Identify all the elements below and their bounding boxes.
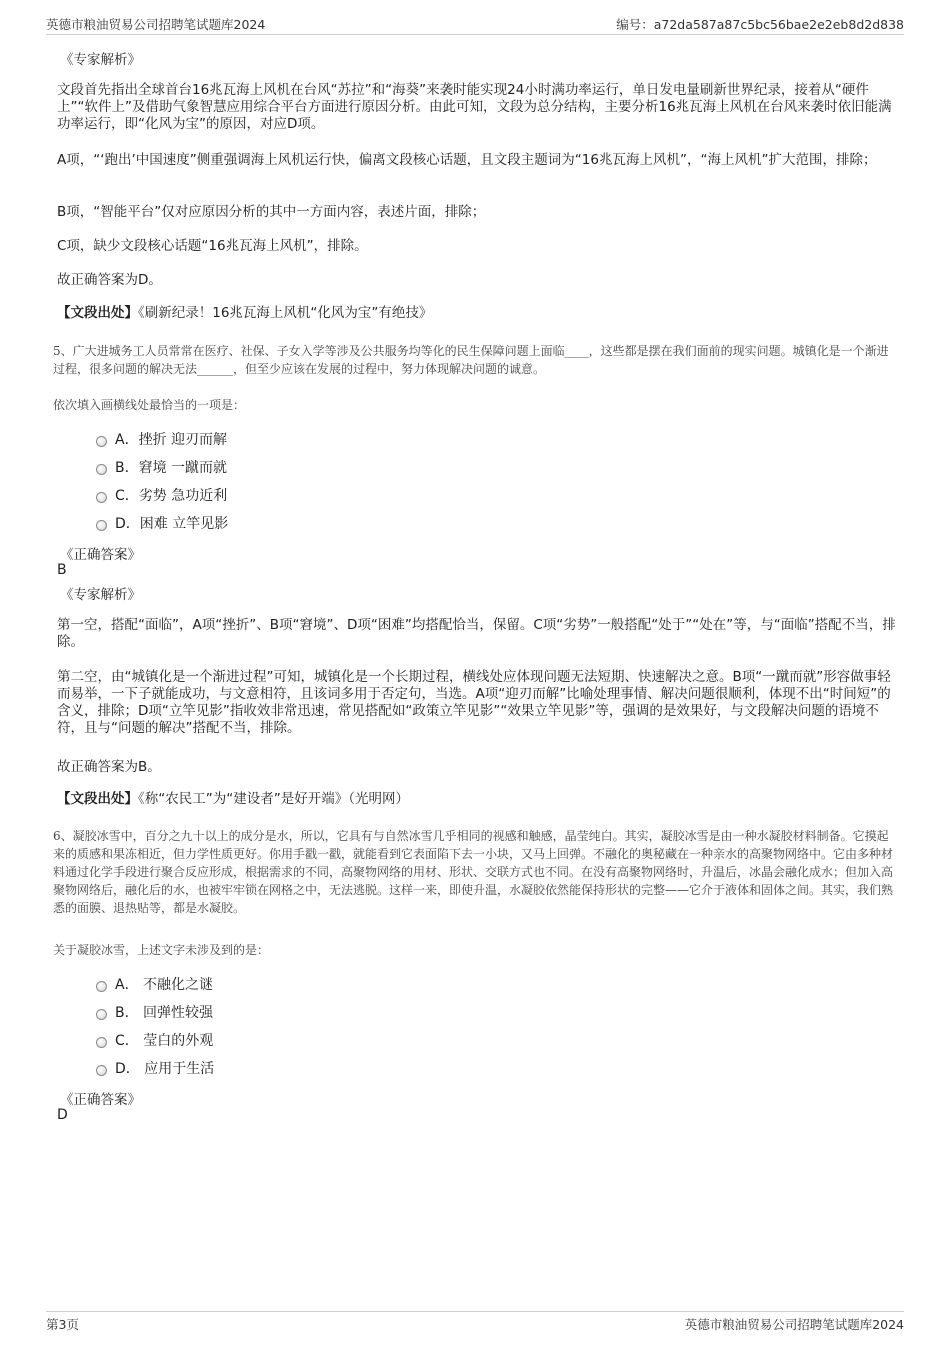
q5-analysis-para1: 第一空，搭配“面临”，A项“挫折”、B项“窘境”、D项“困难”均搭配恰当，保留。C项“劣势”一般搭配“处于”“处在”等，与“面临”搭配不当，排除。 <box>57 617 896 650</box>
q6-option-a[interactable] <box>96 974 213 994</box>
q6-answer: D <box>57 1107 68 1123</box>
q5-analysis-conclusion: 故正确答案为B。 <box>57 759 161 775</box>
radio-icon[interactable] <box>96 1065 107 1076</box>
q5-analysis-label: 《专家解析》 <box>60 587 141 603</box>
page-header <box>46 12 904 35</box>
page-footer <box>46 1311 904 1334</box>
radio-icon[interactable] <box>96 1009 107 1020</box>
q5-option-b[interactable] <box>96 457 227 477</box>
q6-stem: 6、凝胶冰雪中，百分之九十以上的成分是水，所以，它具有与自然冰雪几乎相同的视感和触感，晶莹纯白。其实，凝胶冰雪是由一种水凝胶材料制备。它摸起来的质感和果冻相近，但力学性质更好。你用手戳一戳，就能看到它表面陷下去一小块，又马上回弹。不融化的奥秘藏在一种亲水的高聚物网络中。它由多种材料通过化学手段进行聚合反应形成，根据需求的不同，高聚物网络的用材、形状、交联方式也不同。在没有高聚物网络时，升温后，冰晶会融化成水；但加入高聚物网络后，融化后的水，也被牢牢锁在网格之中，无法逃脱。这样一来，即使升温，水凝胶依然能保持形状的完整——它介于液体和固体之间。其实，我们熟悉的面膜、退热贴等，都是水凝胶。 <box>53 829 894 915</box>
q5-option-d-label: D．困难 立竿见影 <box>115 516 229 532</box>
q5-prompt: 依次填入画横线处最恰当的一项是： <box>53 398 246 412</box>
q5-source-text: 《称“农民工”为“建设者”是好开端》（光明网） <box>138 791 409 807</box>
q6-option-c[interactable] <box>96 1030 213 1050</box>
q5-answer-label: 《正确答案》 <box>60 547 141 563</box>
prev-analysis-conclusion: 故正确答案为D。 <box>57 272 162 288</box>
q5-option-a[interactable] <box>96 429 227 449</box>
radio-icon[interactable] <box>96 436 107 447</box>
radio-icon[interactable] <box>96 1037 107 1048</box>
q5-source-tag: 【文段出处】 <box>57 791 138 807</box>
q6-option-b[interactable] <box>96 1002 213 1022</box>
radio-icon[interactable] <box>96 981 107 992</box>
q5-option-a-label: A．挫折 迎刃而解 <box>115 432 228 448</box>
page-number: 第3页 <box>46 1317 79 1332</box>
prev-analysis-para2: A项，“‘跑出’中国速度”侧重强调海上风机运行快，偏离文段核心话题，且文段主题词为“16兆瓦海上风机”，“海上风机”扩大范围，排除； <box>57 152 877 168</box>
prev-analysis-label: 《专家解析》 <box>60 52 141 68</box>
header-title: 英德市粮油贸易公司招聘笔试题库2024 <box>46 17 266 32</box>
q6-option-b-label: B． 回弹性较强 <box>115 1005 214 1021</box>
prev-analysis-para1: 文段首先指出全球首台16兆瓦海上风机在台风“苏拉”和“海葵”来袭时能实现24小时满功率运行，单日发电量刷新世界纪录，接着从“硬件上”“软件上”及借助气象智慧应用综合平台方面进行原因分析。由此可知，文段为总分结构，主要分析16兆瓦海上风机在台风来袭时依旧能满功率运行，即“化风为宝”的原因，对应D项。 <box>57 82 892 132</box>
q6-option-c-label: C． 莹白的外观 <box>115 1033 214 1049</box>
q5-source <box>57 791 900 808</box>
q5-stem: 5、广大进城务工人员常常在医疗、社保、子女入学等涉及公共服务均等化的民生保障问题上面临____，这些都是摆在我们面前的现实问题。城镇化是一个渐进过程，很多问题的解决无法______，但至少应该在发展的过程中，努力体现解决问题的诚意。 <box>53 344 889 376</box>
q5-option-c[interactable] <box>96 485 227 505</box>
q5-option-d[interactable] <box>96 513 228 533</box>
prev-source <box>57 305 900 322</box>
radio-icon[interactable] <box>96 520 107 531</box>
q6-answer-label: 《正确答案》 <box>60 1092 141 1108</box>
q5-answer: B <box>57 562 67 578</box>
header-document-id: 编号：a72da587a87c5bc56bae2e2eb8d2d838 <box>616 17 904 32</box>
q6-option-d-label: D． 应用于生活 <box>115 1061 215 1077</box>
footer-title: 英德市粮油贸易公司招聘笔试题库2024 <box>684 1317 904 1332</box>
prev-source-tag: 【文段出处】 <box>57 305 138 321</box>
q6-option-a-label: A． 不融化之谜 <box>115 977 214 993</box>
prev-analysis-para4: C项，缺少文段核心话题“16兆瓦海上风机”，排除。 <box>57 238 368 254</box>
radio-icon[interactable] <box>96 464 107 475</box>
q5-analysis-para2: 第二空，由“城镇化是一个渐进过程”可知，城镇化是一个长期过程，横线处应体现问题无法短期、快速解决之意。B项“一蹴而就”形容做事轻而易举，一下子就能成功，与文意相符，且该词多用于否定句，当选。A项“迎刃而解”比喻处理事情、解决问题很顺利，体现不出“时间短”的含义，排除；D项“立竿见影”指收效非常迅速，常见搭配如“政策立竿见影”“效果立竿见影”等，强调的是效果好，与文段解决问题的语境不符，且与“问题的解决”搭配不当，排除。 <box>57 669 891 736</box>
q6-prompt: 关于凝胶冰雪，上述文字未涉及到的是： <box>53 943 270 957</box>
prev-source-text: 《刷新纪录！16兆瓦海上风机“化风为宝”有绝技》 <box>138 305 433 321</box>
q5-option-b-label: B．窘境 一蹴而就 <box>115 460 228 476</box>
prev-analysis-para3: B项，“智能平台”仅对应原因分析的其中一方面内容，表述片面，排除； <box>57 204 486 220</box>
q6-option-d[interactable] <box>96 1058 214 1078</box>
q5-option-c-label: C．劣势 急功近利 <box>115 488 228 504</box>
radio-icon[interactable] <box>96 492 107 503</box>
